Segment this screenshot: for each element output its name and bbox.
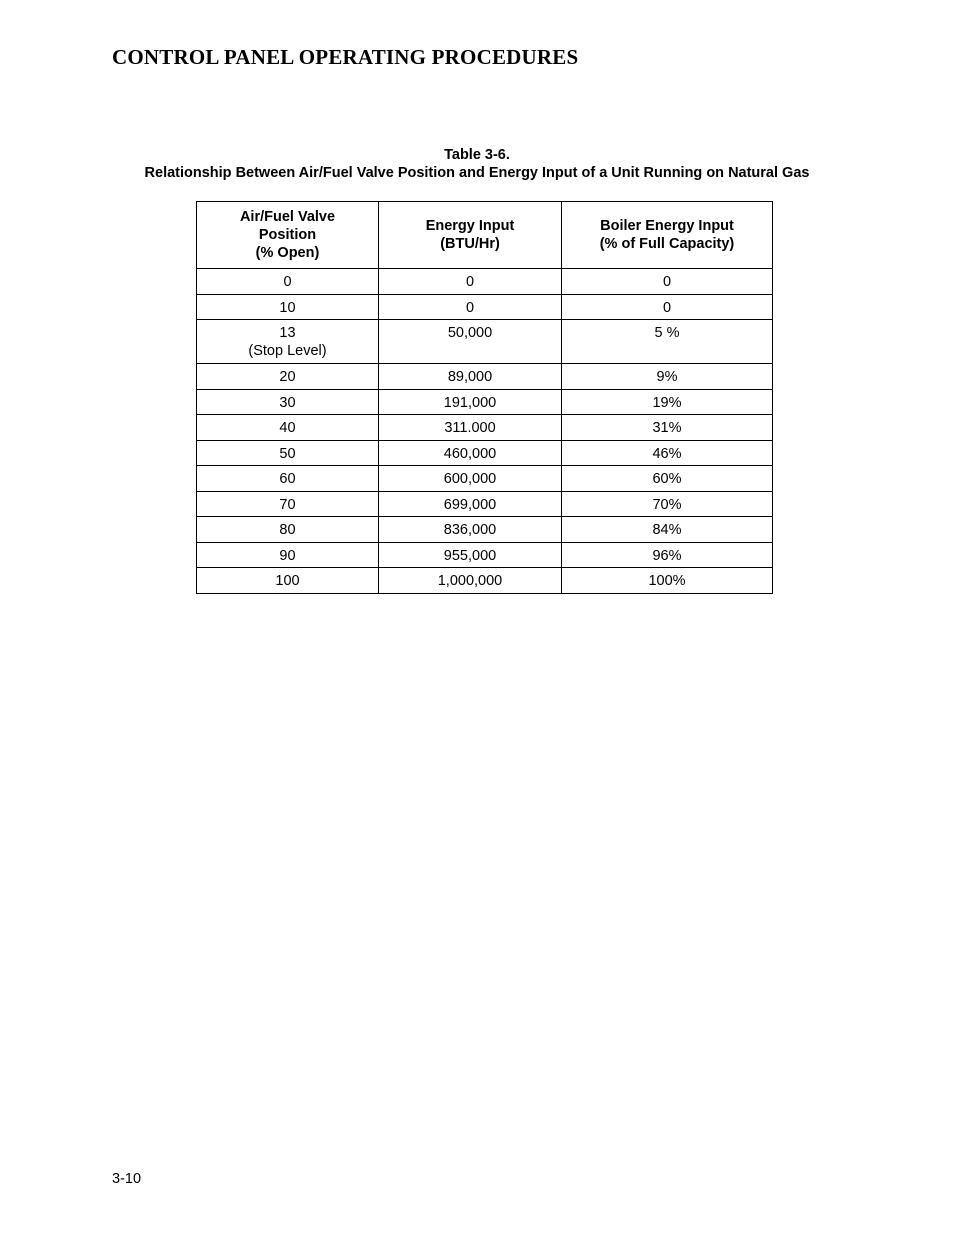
boiler-percent-cell: 60% xyxy=(562,466,773,492)
valve-position-cell: 10 xyxy=(197,294,379,320)
boiler-percent-cell: 0 xyxy=(562,294,773,320)
table-row xyxy=(197,517,773,543)
valve-position-cell: 13 (Stop Level) xyxy=(197,320,379,364)
energy-input-cell: 0 xyxy=(379,294,562,320)
energy-input-cell: 311.000 xyxy=(379,415,562,441)
energy-input-cell: 0 xyxy=(379,269,562,295)
energy-input-cell: 600,000 xyxy=(379,466,562,492)
table-row xyxy=(197,568,773,594)
valve-position-cell: 30 xyxy=(197,389,379,415)
energy-input-cell: 955,000 xyxy=(379,542,562,568)
table-row xyxy=(197,415,773,441)
page-number: 3-10 xyxy=(112,1171,142,1187)
boiler-percent-cell: 100% xyxy=(562,568,773,594)
boiler-percent-cell: 70% xyxy=(562,491,773,517)
boiler-percent-cell: 96% xyxy=(562,542,773,568)
energy-input-cell: 191,000 xyxy=(379,389,562,415)
table-row xyxy=(197,389,773,415)
valve-position-cell: 50 xyxy=(197,440,379,466)
table-header-row xyxy=(197,202,773,269)
energy-input-cell: 1,000,000 xyxy=(379,568,562,594)
column-header-valve-position: Air/Fuel Valve Position (% Open) xyxy=(197,202,379,269)
table-row xyxy=(197,440,773,466)
energy-input-cell: 836,000 xyxy=(379,517,562,543)
valve-position-cell: 100 xyxy=(197,568,379,594)
valve-position-cell: 80 xyxy=(197,517,379,543)
table-number: Table 3-6. xyxy=(444,147,510,163)
boiler-percent-cell: 5 % xyxy=(562,320,773,364)
table-row xyxy=(197,364,773,390)
table-row xyxy=(197,294,773,320)
valve-position-cell: 40 xyxy=(197,415,379,441)
table-row xyxy=(197,269,773,295)
valve-energy-table xyxy=(196,201,773,594)
section-header: CONTROL PANEL OPERATING PROCEDURES xyxy=(112,45,579,69)
energy-input-cell: 50,000 xyxy=(379,320,562,364)
valve-position-cell: 60 xyxy=(197,466,379,492)
boiler-percent-cell: 9% xyxy=(562,364,773,390)
boiler-percent-cell: 19% xyxy=(562,389,773,415)
valve-position-cell: 0 xyxy=(197,269,379,295)
energy-input-cell: 89,000 xyxy=(379,364,562,390)
valve-position-cell: 70 xyxy=(197,491,379,517)
boiler-percent-cell: 0 xyxy=(562,269,773,295)
boiler-percent-cell: 46% xyxy=(562,440,773,466)
column-header-boiler-energy-input: Boiler Energy Input (% of Full Capacity) xyxy=(562,202,773,269)
boiler-percent-cell: 31% xyxy=(562,415,773,441)
table-row xyxy=(197,320,773,364)
table-title: Relationship Between Air/Fuel Valve Position and Energy Input of a Unit Running on Natural Gas xyxy=(144,165,810,181)
valve-position-cell: 90 xyxy=(197,542,379,568)
table-row xyxy=(197,542,773,568)
valve-position-cell: 20 xyxy=(197,364,379,390)
energy-input-cell: 699,000 xyxy=(379,491,562,517)
table-row xyxy=(197,491,773,517)
column-header-energy-input: Energy Input (BTU/Hr) xyxy=(379,202,562,269)
energy-input-cell: 460,000 xyxy=(379,440,562,466)
table-row xyxy=(197,466,773,492)
boiler-percent-cell: 84% xyxy=(562,517,773,543)
